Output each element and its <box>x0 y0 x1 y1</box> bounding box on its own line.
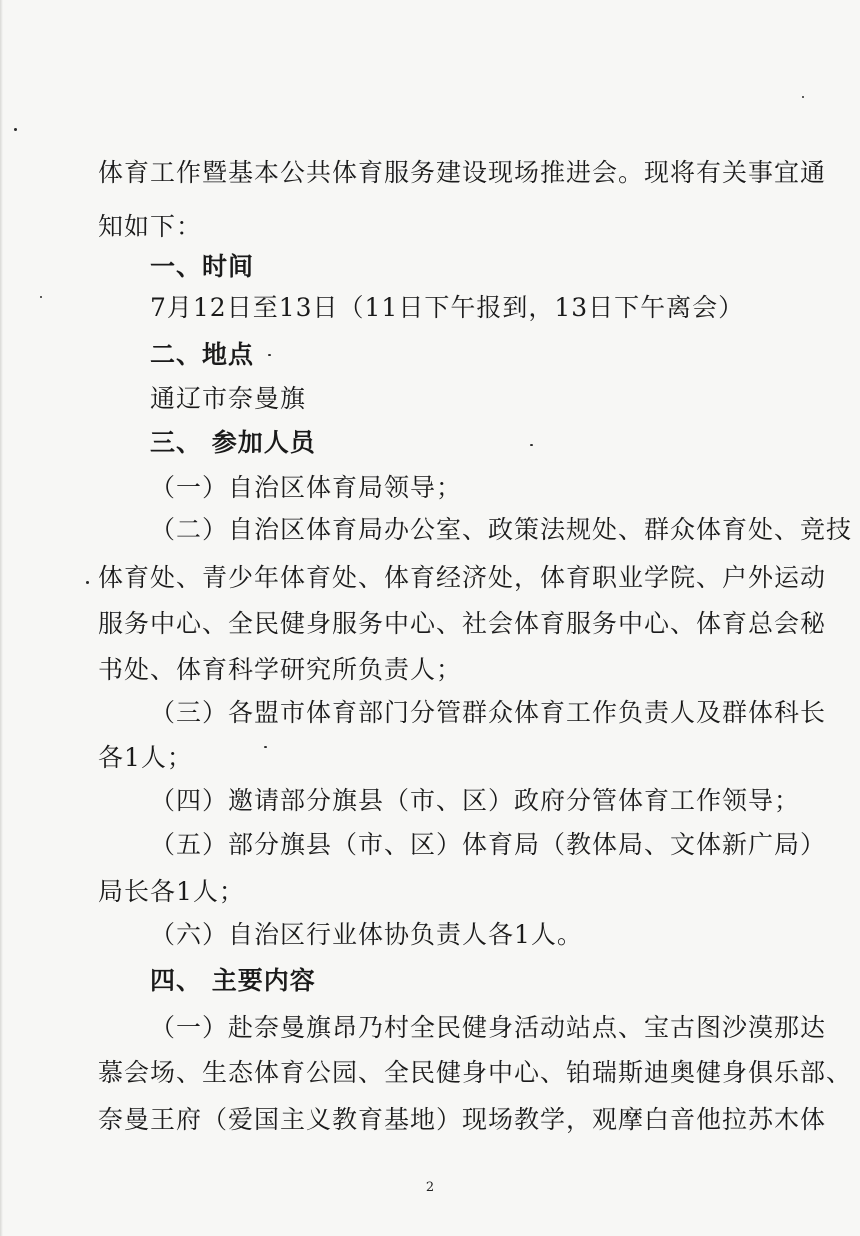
body-line: 体育处、青少年体育处、体育经济处，体育职业学院、户外运动 <box>98 563 827 592</box>
body-line: 书处、体育科学研究所负责人； <box>98 655 463 684</box>
body-line: 体育工作暨基本公共体育服务建设现场推进会。现将有关事宜通 <box>98 158 827 187</box>
body-line: 奈曼王府（爱国主义教育基地）现场教学，观摩白音他拉苏木体 <box>98 1105 827 1134</box>
scan-speck <box>268 354 271 356</box>
section-heading-participants: 三、 参加人员 <box>150 428 316 457</box>
body-line: 服务中心、全民健身服务中心、社会体育服务中心、体育总会秘 <box>98 609 827 638</box>
body-line: 7月12日至13日（11日下午报到，13日下午离会） <box>150 293 745 322</box>
scan-speck <box>86 581 89 584</box>
body-line: 各1人； <box>98 743 193 772</box>
section-heading-time: 一、时间 <box>150 252 255 281</box>
body-line: 知如下： <box>98 212 203 241</box>
list-item: （一）自治区体育局领导； <box>150 473 463 502</box>
scan-speck <box>14 128 17 131</box>
page-number: 2 <box>425 1180 435 1195</box>
scan-speck <box>264 746 267 748</box>
section-heading-location: 二、地点 <box>150 340 255 369</box>
list-item: （二）自治区体育局办公室、政策法规处、群众体育处、竞技 <box>150 515 853 544</box>
body-line: 局长各1人； <box>98 877 245 906</box>
scan-left-edge <box>0 0 3 1236</box>
list-item: （五）部分旗县（市、区）体育局（教体局、文体新广局） <box>150 830 827 859</box>
scan-speck <box>802 96 804 98</box>
list-item: （三）各盟市体育部门分管群众体育工作负责人及群体科长 <box>150 698 827 727</box>
body-line: 慕会场、生态体育公园、全民健身中心、铂瑞斯迪奥健身俱乐部、 <box>98 1058 853 1087</box>
scan-speck <box>530 444 533 446</box>
list-item: （一）赴奈曼旗昂乃村全民健身活动站点、宝古图沙漠那达 <box>150 1013 827 1042</box>
section-heading-content: 四、 主要内容 <box>150 966 316 995</box>
list-item: （六）自治区行业体协负责人各1人。 <box>150 920 583 949</box>
body-line: 通辽市奈曼旗 <box>150 384 307 413</box>
scan-speck <box>40 296 42 298</box>
list-item: （四）邀请部分旗县（市、区）政府分管体育工作领导； <box>150 786 801 815</box>
